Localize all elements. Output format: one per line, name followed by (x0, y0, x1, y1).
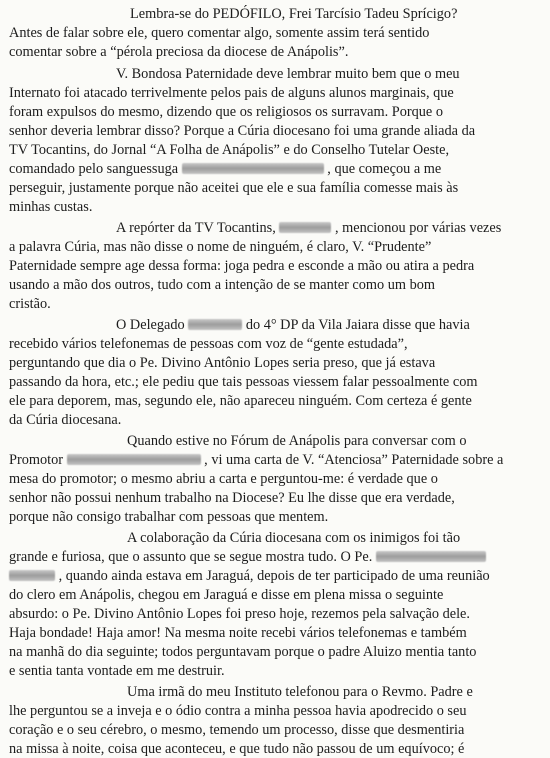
document-line: porque não consigo trabalhar com pessoas que mentem. (9, 509, 329, 525)
document-line: usando a mão dos outros, tudo com a intenção de se manter como um bom (9, 277, 436, 293)
document-line: Lembra-se do PEDÓFILO, Frei Tarcísio Tadeu Sprícigo? (130, 6, 458, 22)
document-text: O Delegado (116, 317, 185, 333)
redacted-name (67, 454, 201, 465)
document-line: passando da hora, etc.; ele pediu que tais pessoas viessem falar pessoalmente com (9, 374, 478, 390)
document-line: na manhã do dia seguinte; todos perguntavam porque o padre Aluizo mentia tanto (9, 644, 477, 660)
document-line: minhas custas. (9, 199, 93, 215)
document-text: do 4° DP da Vila Jaiara disse que havia (245, 317, 470, 333)
document-line (116, 219, 501, 237)
document-line: foram expulsos do mesmo, dizendo que os religiosos os surravam. Porque o (9, 104, 444, 120)
redacted-name (9, 570, 55, 581)
document-line: senhor não possui nenhum trabalho na Diocese? Eu lhe disse que era verdade, (9, 490, 455, 506)
document-text: comandado pelo sanguessuga (9, 161, 179, 177)
redacted-name (188, 319, 242, 330)
document-line: coração e o seu cérebro, o mesmo, temendo um processo, disse que desmentiria (9, 722, 465, 738)
document-line (9, 567, 490, 585)
document-line: Quando estive no Fórum de Anápolis para conversar com o (127, 433, 467, 449)
document-line: Uma irmã do meu Instituto telefonou para o Revmo. Padre e (127, 684, 473, 700)
redacted-name (182, 163, 324, 174)
document-line (9, 451, 503, 469)
document-line: senhor deveria lembrar disso? Porque a Cúria diocesano foi uma grande aliada da (9, 123, 476, 139)
document-text: , vi uma carta de V. “Atenciosa” Paternidade sobre a (204, 452, 504, 468)
document-line: na missa à noite, coisa que aconteceu, e que tudo não passou de um equívoco; é (9, 741, 465, 757)
document-line: da Cúria diocesana. (9, 412, 122, 428)
document-line: V. Bondosa Paternidade deve lembrar muito bem que o meu (116, 66, 460, 82)
document-line: perguntando que dia o Pe. Divino Antônio Lopes seria preso, que já estava (9, 355, 436, 371)
document-text: , quando ainda estava em Jaraguá, depois de ter participado de uma reunião (58, 568, 490, 584)
redacted-name (376, 551, 486, 562)
document-line: comentar sobre a “pérola preciosa da diocese de Anápolis”. (9, 44, 349, 60)
document-text: , que começou a me (327, 161, 442, 177)
redacted-name (279, 222, 331, 233)
document-text: , mencionou por várias vezes (334, 220, 502, 236)
document-text: grande e furiosa, que o assunto que se segue mostra tudo. O Pe. (9, 549, 373, 565)
document-line (116, 316, 470, 334)
document-text: Promotor (9, 452, 64, 468)
document-line: absurdo: o Pe. Divino Antônio Lopes foi preso hoje, rezemos pela salvação dele. (9, 606, 470, 622)
document-line: perseguir, justamente porque não aceitei que ele e sua família comesse mais às (9, 180, 459, 196)
document-text: A repórter da TV Tocantins, (116, 220, 276, 236)
document-line: Paternidade sempre age dessa forma: joga pedra e esconde a mão ou atira a pedra (9, 258, 475, 274)
document-line: e sentia tanta vontade em me destruir. (9, 663, 225, 679)
document-line: lhe perguntou se a inveja e o ódio contra a minha pessoa havia apodrecido o seu (9, 703, 467, 719)
document-line: do clero em Anápolis, chegou em Jaraguá e disse em plena missa o seguinte (9, 587, 444, 603)
document-line (9, 548, 486, 566)
document-line: a palavra Cúria, mas não disse o nome de ninguém, é claro, V. “Prudente” (9, 239, 432, 255)
document-line: cristão. (9, 296, 51, 312)
document-line: Antes de falar sobre ele, quero comentar algo, somente assim terá sentido (9, 25, 430, 41)
document-line: ele para deporem, mas, segundo ele, não apareceu ninguém. Com certeza é gente (9, 393, 472, 409)
document-line: A colaboração da Cúria diocesana com os inimigos foi tão (127, 530, 461, 546)
document-line: recebido vários telefonemas de pessoas com voz de “gente estudada”, (9, 336, 408, 352)
document-line: mesa do promotor; o mesmo abriu a carta e perguntou-me: é verdade que o (9, 471, 438, 487)
document-line (9, 160, 441, 178)
document-line: Haja bondade! Haja amor! Na mesma noite recebi vários telefonemas e também (9, 625, 467, 641)
document-line: TV Tocantins, do Jornal “A Folha de Anápolis” e do Conselho Tutelar Oeste, (9, 142, 450, 158)
document-line: Internato foi atacado terrivelmente pelos pais de alguns alunos marginais, que (9, 85, 454, 101)
